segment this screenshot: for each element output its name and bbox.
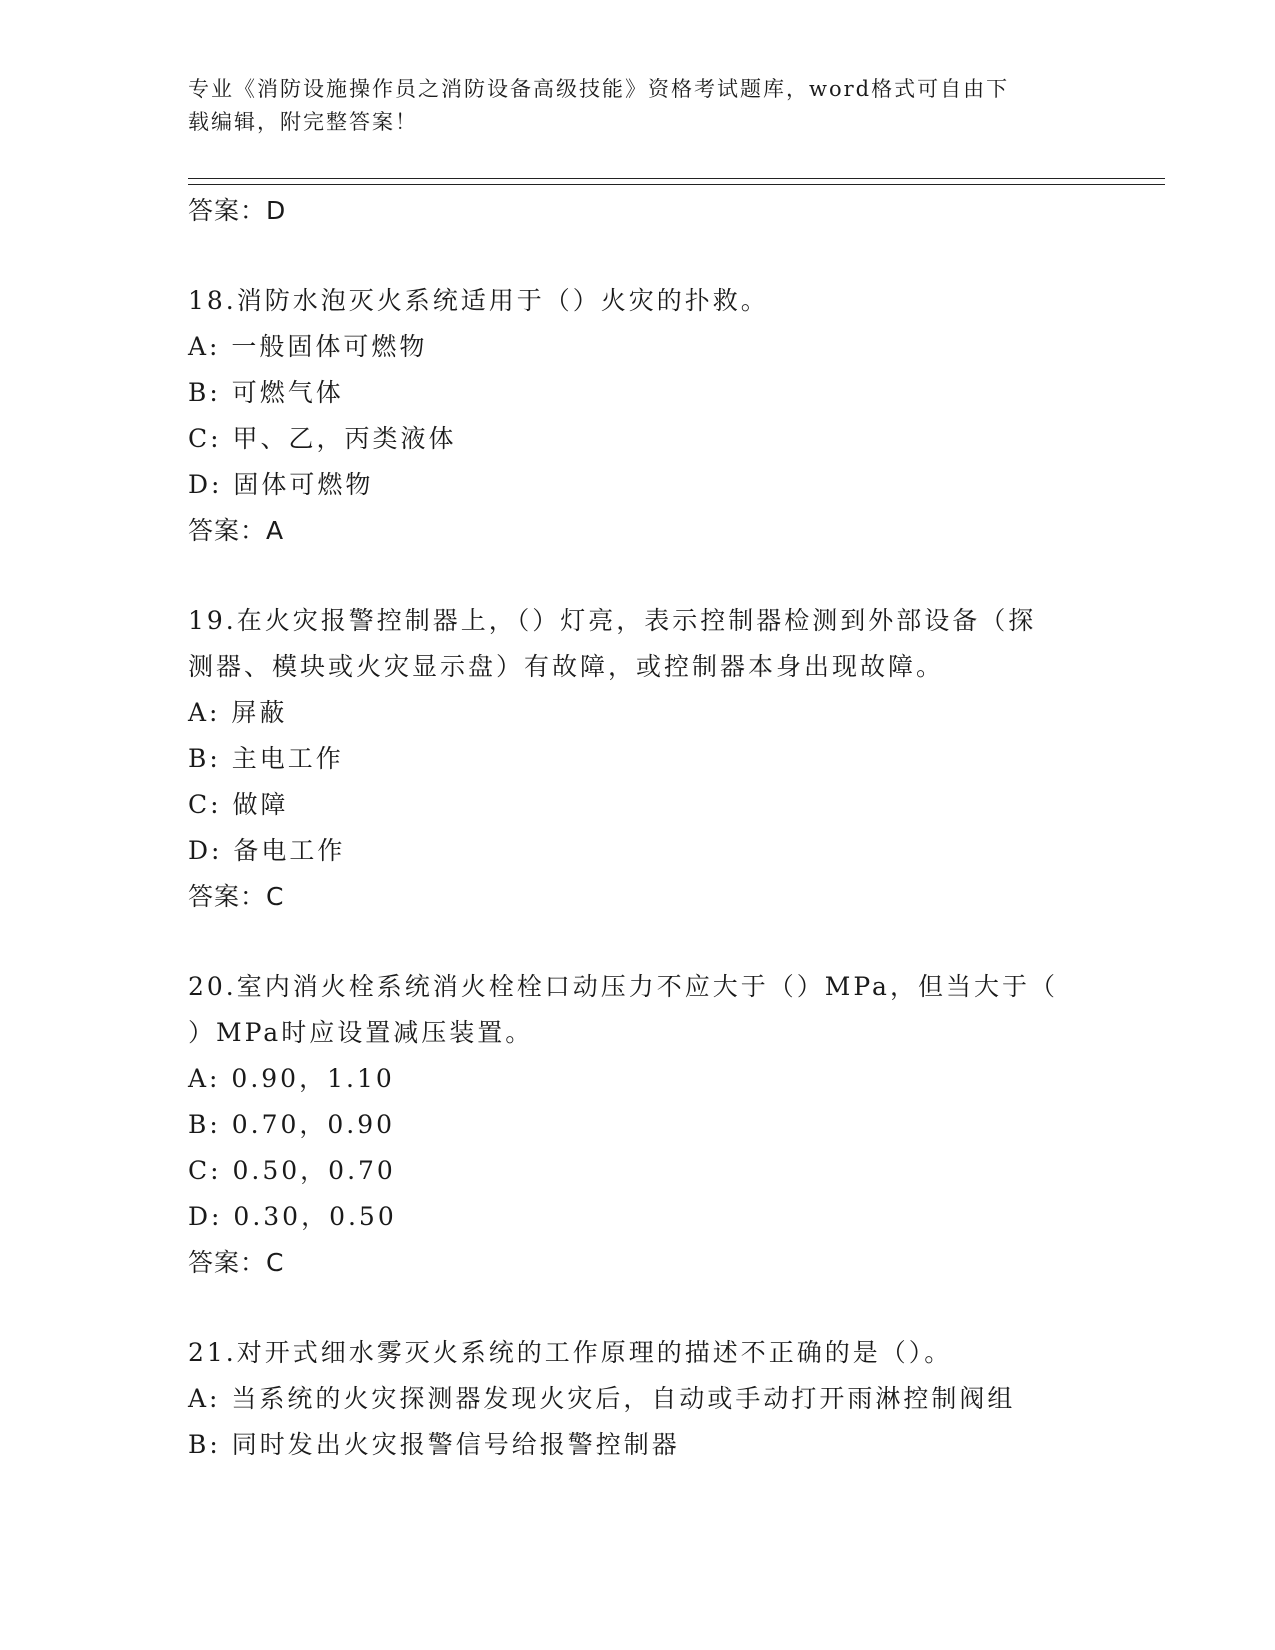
- header-rule-top: [188, 178, 1165, 179]
- question-list: [188, 188, 1088, 1468]
- option-a: A: 屏蔽: [188, 698, 288, 727]
- header-rule-bottom: [188, 184, 1165, 185]
- question-stem: 21.对开式细水雾灭火系统的工作原理的描述不正确的是（）。: [188, 1338, 953, 1367]
- document-header: [188, 73, 1068, 139]
- spacer: [188, 920, 1088, 964]
- option-a: A: 当系统的火灾探测器发现火灾后，自动或手动打开雨淋控制阀组: [188, 1384, 1016, 1413]
- spacer: [188, 1286, 1088, 1330]
- spacer: [188, 554, 1088, 598]
- header-line-1: 专业《消防设施操作员之消防设备高级技能》资格考试题库，word格式可自由下: [188, 77, 1010, 101]
- option-a: A: 一般固体可燃物: [188, 332, 428, 361]
- answer-line: 答案：C: [188, 1248, 285, 1277]
- question-stem: 20.室内消火栓系统消火栓栓口动压力不应大于（）MPa，但当大于（: [188, 972, 1058, 1001]
- spacer: [188, 234, 1088, 278]
- question-stem-continued: ）MPa时应设置减压装置。: [188, 1018, 534, 1047]
- option-d: D: 固体可燃物: [188, 470, 374, 499]
- option-a: A: 0.90，1.10: [188, 1064, 395, 1093]
- question-20: [188, 964, 1088, 1286]
- option-c: C: 0.50，0.70: [188, 1156, 396, 1185]
- answer-line: 答案：A: [188, 516, 285, 545]
- option-b: B: 可燃气体: [188, 378, 344, 407]
- option-b: B: 主电工作: [188, 744, 344, 773]
- answer-line: 答案：C: [188, 882, 285, 911]
- question-19: [188, 598, 1088, 920]
- option-d: D: 0.30，0.50: [188, 1202, 397, 1231]
- answer-line: 答案：D: [188, 196, 287, 225]
- option-c: C: 做障: [188, 790, 289, 819]
- option-d: D: 备电工作: [188, 836, 346, 865]
- question-18: [188, 278, 1088, 554]
- question-stem-continued: 测器、模块或火灾显示盘）有故障，或控制器本身出现故障。: [188, 652, 945, 681]
- question-stem: 19.在火灾报警控制器上，（）灯亮，表示控制器检测到外部设备（探: [188, 606, 1037, 635]
- option-c: C: 甲、乙，丙类液体: [188, 424, 457, 453]
- question-21: [188, 1330, 1088, 1468]
- option-b: B: 0.70，0.90: [188, 1110, 396, 1139]
- option-b: B: 同时发出火灾报警信号给报警控制器: [188, 1430, 680, 1459]
- question-stem: 18.消防水泡灭火系统适用于（）火灾的扑救。: [188, 286, 769, 315]
- header-line-2: 载编辑，附完整答案！: [188, 110, 418, 134]
